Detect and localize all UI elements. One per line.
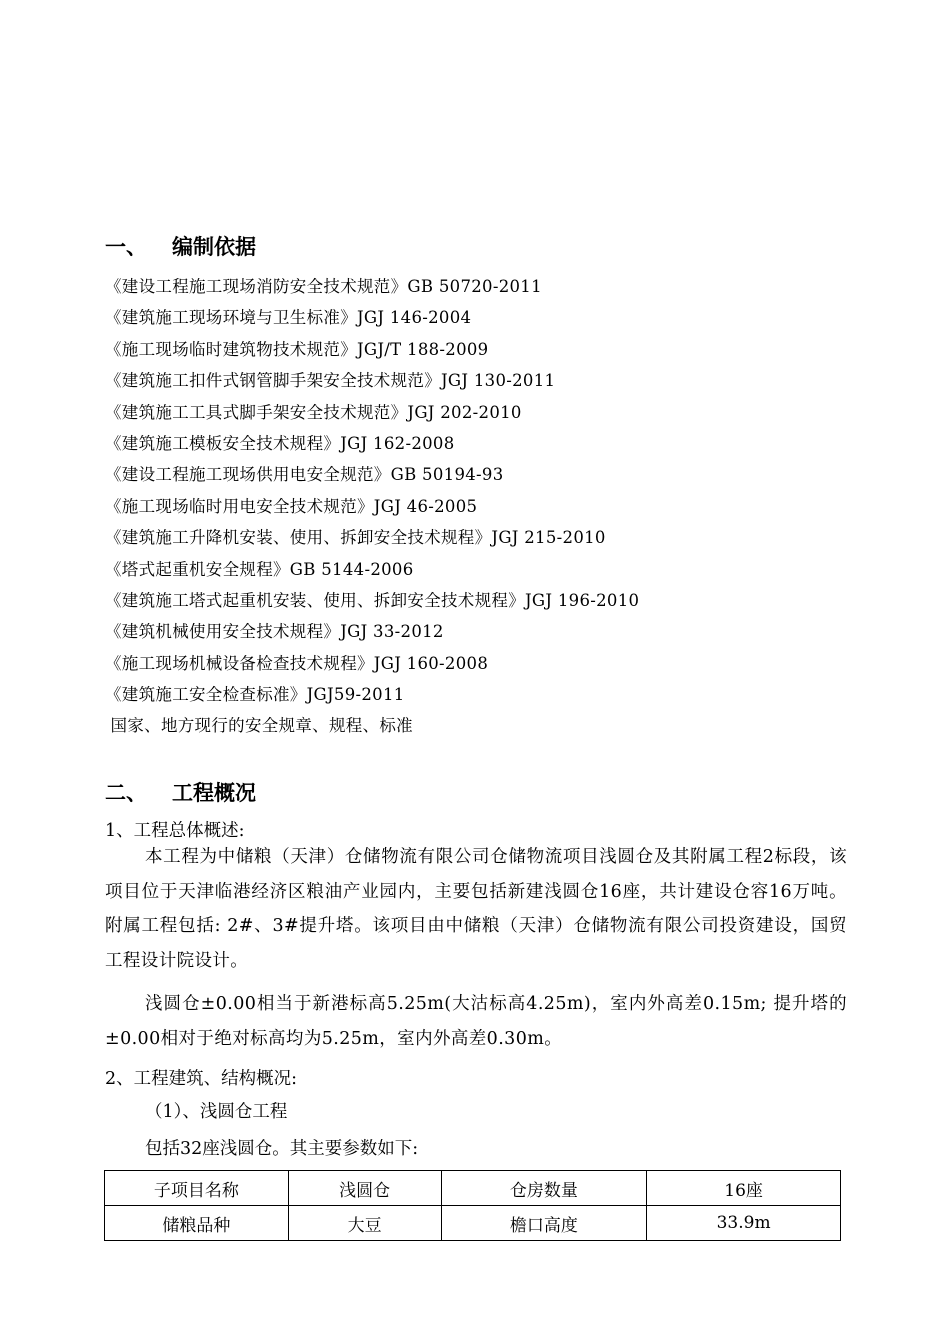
section2-number: 二、 xyxy=(105,781,147,805)
reference-item: 《建设工程施工现场供用电安全规范》GB 50194-93 xyxy=(105,465,504,485)
subsection2-title: 2、工程建筑、结构概况: xyxy=(105,1069,298,1089)
reference-item: 《建设工程施工现场消防安全技术规范》GB 50720-2011 xyxy=(105,277,542,296)
section2-heading xyxy=(105,777,256,807)
table-cell: 33.9m xyxy=(647,1206,841,1241)
reference-item: 《塔式起重机安全规程》GB 5144-2006 xyxy=(105,559,414,579)
section2-title: 工程概况 xyxy=(172,781,256,805)
section1-number: 一、 xyxy=(105,235,147,259)
reference-item-general: 国家、地方现行的安全规章、规程、标准 xyxy=(105,716,413,736)
table-row xyxy=(105,1171,841,1206)
table-cell: 16座 xyxy=(647,1171,841,1206)
reference-item: 《建筑施工塔式起重机安装、使用、拆卸安全技术规程》JGJ 196-2010 xyxy=(105,590,640,610)
reference-item: 《建筑施工现场环境与卫生标准》JGJ 146-2004 xyxy=(105,308,472,328)
reference-item: 《施工现场临时建筑物技术规范》JGJ/T 188-2009 xyxy=(105,339,489,359)
section1-heading xyxy=(105,231,256,261)
reference-item: 《建筑施工扣件式钢管脚手架安全技术规范》JGJ 130-2011 xyxy=(105,371,556,391)
reference-list xyxy=(105,274,639,745)
reference-item: 《施工现场机械设备检查技术规程》JGJ 160-2008 xyxy=(105,653,489,673)
silo-params-intro: 包括32座浅圆仓。其主要参数如下: xyxy=(145,1139,419,1159)
reference-item: 《建筑施工安全检查标准》JGJ59-2011 xyxy=(105,685,405,705)
reference-item: 《建筑施工模板安全技术规程》JGJ 162-2008 xyxy=(105,433,455,453)
reference-item: 《施工现场临时用电安全技术规范》JGJ 46-2005 xyxy=(105,496,478,516)
table-cell: 大豆 xyxy=(288,1206,441,1241)
reference-item: 《建筑机械使用安全技术规程》JGJ 33-2012 xyxy=(105,622,444,642)
table-cell: 仓房数量 xyxy=(441,1171,647,1206)
table-row xyxy=(105,1206,841,1241)
reference-item: 《建筑施工升降机安装、使用、拆卸安全技术规程》JGJ 215-2010 xyxy=(105,528,606,548)
overview-paragraph: 本工程为中储粮（天津）仓储物流有限公司仓储物流项目浅圆仓及其附属工程2标段，该项目位于天津临港经济区粮油产业园内，主要包括新建浅圆仓16座，共计建设仓容16万吨。附属工程包括: 2#、3#提升塔。该项目由中储粮（天津）仓储物流有限公司投资建设，国贸工程设计院设计。 xyxy=(105,847,847,971)
table-cell: 檐口高度 xyxy=(441,1206,647,1241)
elevation-paragraph: 浅圆仓±0.00相当于新港标高5.25m(大沽标高4.25m)，室内外高差0.15m; 提升塔的±0.00相对于绝对标高均为5.25m，室内外高差0.30m。 xyxy=(105,994,847,1049)
table-cell: 储粮品种 xyxy=(105,1206,289,1241)
table-cell: 子项目名称 xyxy=(105,1171,289,1206)
subsection1-title: 1、工程总体概述: xyxy=(105,821,245,841)
silo-params-table xyxy=(104,1170,841,1241)
section1-title: 编制依据 xyxy=(172,235,256,259)
table-cell: 浅圆仓 xyxy=(288,1171,441,1206)
silo-project-item: （1）、浅圆仓工程 xyxy=(145,1102,288,1122)
reference-item: 《建筑施工工具式脚手架安全技术规范》JGJ 202-2010 xyxy=(105,402,522,422)
